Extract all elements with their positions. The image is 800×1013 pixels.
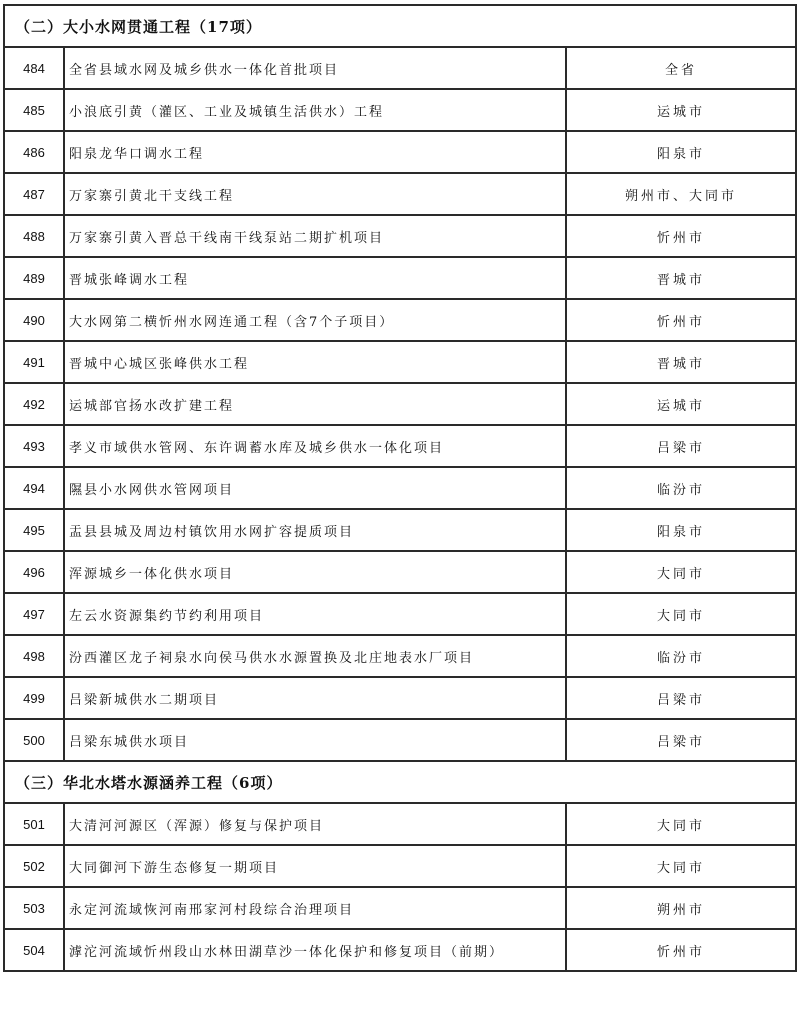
project-name: 万家寨引黄入晋总干线南干线泵站二期扩机项目 <box>64 215 566 257</box>
project-name: 大清河河源区（浑源）修复与保护项目 <box>64 803 566 845</box>
row-number: 500 <box>4 719 64 761</box>
table-row <box>4 845 796 887</box>
project-area: 运城市 <box>566 89 796 131</box>
project-area: 朔州市、大同市 <box>566 173 796 215</box>
project-name: 孝义市域供水管网、东许调蓄水库及城乡供水一体化项目 <box>64 425 566 467</box>
table-row <box>4 299 796 341</box>
row-number: 487 <box>4 173 64 215</box>
table-row <box>4 341 796 383</box>
project-name: 吕梁东城供水项目 <box>64 719 566 761</box>
table-row <box>4 131 796 173</box>
project-area: 晋城市 <box>566 341 796 383</box>
project-name: 晋城中心城区张峰供水工程 <box>64 341 566 383</box>
project-name: 吕梁新城供水二期项目 <box>64 677 566 719</box>
row-number: 498 <box>4 635 64 677</box>
project-name: 阳泉龙华口调水工程 <box>64 131 566 173</box>
project-area: 临汾市 <box>566 467 796 509</box>
section-header <box>4 761 796 803</box>
section-title: （三）华北水塔水源涵养工程（6项） <box>4 761 796 803</box>
project-name: 万家寨引黄北干支线工程 <box>64 173 566 215</box>
project-area: 阳泉市 <box>566 509 796 551</box>
row-number: 484 <box>4 47 64 89</box>
table-row <box>4 383 796 425</box>
project-name: 永定河流域恢河南邢家河村段综合治理项目 <box>64 887 566 929</box>
project-area: 吕梁市 <box>566 677 796 719</box>
project-name: 小浪底引黄（灌区、工业及城镇生活供水）工程 <box>64 89 566 131</box>
table-row <box>4 677 796 719</box>
row-number: 497 <box>4 593 64 635</box>
row-number: 494 <box>4 467 64 509</box>
project-name: 滹沱河流域忻州段山水林田湖草沙一体化保护和修复项目（前期） <box>64 929 566 971</box>
project-name: 大水网第二横忻州水网连通工程（含7个子项目） <box>64 299 566 341</box>
table-row <box>4 593 796 635</box>
project-name: 盂县县城及周边村镇饮用水网扩容提质项目 <box>64 509 566 551</box>
table-row <box>4 509 796 551</box>
table-row <box>4 887 796 929</box>
row-number: 492 <box>4 383 64 425</box>
table-row <box>4 719 796 761</box>
project-area: 忻州市 <box>566 215 796 257</box>
table-row <box>4 929 796 971</box>
row-number: 493 <box>4 425 64 467</box>
project-name: 运城部官扬水改扩建工程 <box>64 383 566 425</box>
table-row <box>4 173 796 215</box>
row-number: 491 <box>4 341 64 383</box>
project-table <box>3 4 797 972</box>
project-area: 大同市 <box>566 593 796 635</box>
row-number: 489 <box>4 257 64 299</box>
row-number: 499 <box>4 677 64 719</box>
project-name: 左云水资源集约节约利用项目 <box>64 593 566 635</box>
project-area: 忻州市 <box>566 299 796 341</box>
project-area: 吕梁市 <box>566 425 796 467</box>
project-area: 朔州市 <box>566 887 796 929</box>
project-area: 全省 <box>566 47 796 89</box>
row-number: 485 <box>4 89 64 131</box>
table-row <box>4 47 796 89</box>
table-row <box>4 89 796 131</box>
row-number: 503 <box>4 887 64 929</box>
row-number: 496 <box>4 551 64 593</box>
section-title: （二）大小水网贯通工程（17项） <box>4 5 796 47</box>
row-number: 502 <box>4 845 64 887</box>
table-row <box>4 425 796 467</box>
project-area: 临汾市 <box>566 635 796 677</box>
table-row <box>4 551 796 593</box>
table-row <box>4 467 796 509</box>
row-number: 501 <box>4 803 64 845</box>
section-header <box>4 5 796 47</box>
table-row <box>4 215 796 257</box>
project-area: 运城市 <box>566 383 796 425</box>
project-name: 大同御河下游生态修复一期项目 <box>64 845 566 887</box>
row-number: 490 <box>4 299 64 341</box>
row-number: 488 <box>4 215 64 257</box>
project-area: 忻州市 <box>566 929 796 971</box>
project-area: 阳泉市 <box>566 131 796 173</box>
project-name: 晋城张峰调水工程 <box>64 257 566 299</box>
project-name: 浑源城乡一体化供水项目 <box>64 551 566 593</box>
project-area: 大同市 <box>566 845 796 887</box>
project-area: 大同市 <box>566 803 796 845</box>
row-number: 504 <box>4 929 64 971</box>
project-area: 吕梁市 <box>566 719 796 761</box>
table-row <box>4 803 796 845</box>
row-number: 495 <box>4 509 64 551</box>
table-row <box>4 257 796 299</box>
table-row <box>4 635 796 677</box>
project-name: 全省县域水网及城乡供水一体化首批项目 <box>64 47 566 89</box>
project-name: 汾西灌区龙子祠泉水向侯马供水水源置换及北庄地表水厂项目 <box>64 635 566 677</box>
row-number: 486 <box>4 131 64 173</box>
project-area: 大同市 <box>566 551 796 593</box>
project-name: 隰县小水网供水管网项目 <box>64 467 566 509</box>
project-area: 晋城市 <box>566 257 796 299</box>
